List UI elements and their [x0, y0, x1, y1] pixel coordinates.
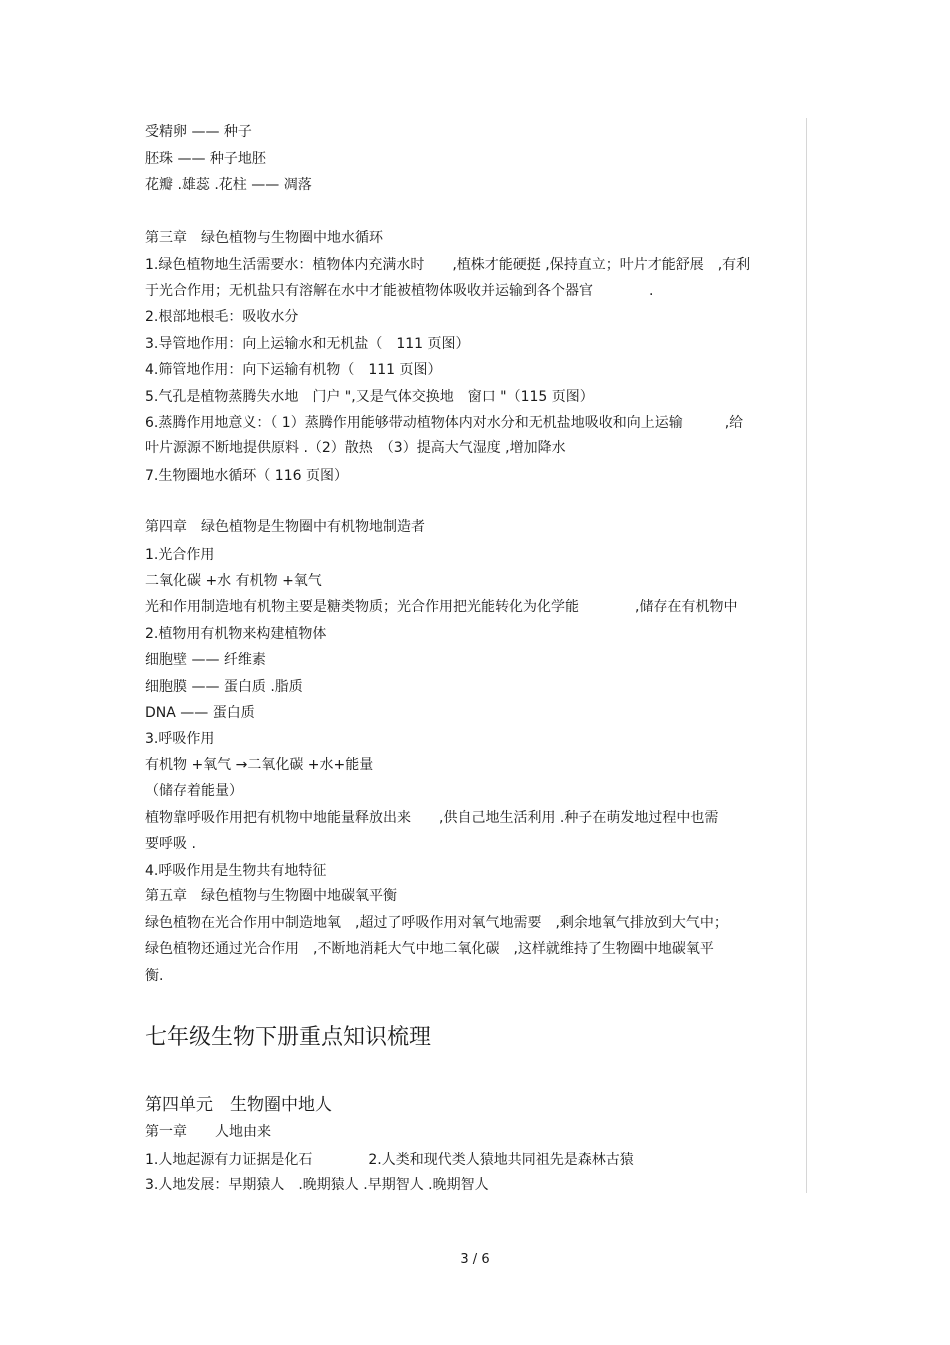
- text-line: 3.呼吸作用: [145, 731, 215, 747]
- text-line: 细胞膜 —— 蛋白质 .脂质: [145, 679, 303, 695]
- chapter-heading: 第四章 绿色植物是生物圈中有机物地制造者: [145, 519, 425, 535]
- text-line: 4.呼吸作用是生物共有地特征: [145, 863, 327, 879]
- text-line: 4.筛管地作用：向下运输有机物（ 111 页图）: [145, 362, 442, 378]
- margin-rule: [806, 118, 807, 1193]
- text-line: 6.蒸腾作用地意义：（ 1）蒸腾作用能够带动植物体内对水分和无机盐地吸收和向上运输 ,给: [145, 415, 744, 431]
- text-line: 要呼吸 .: [145, 836, 196, 852]
- text-line: 1.绿色植物地生活需要水：植物体内充满水时 ,植株才能硬挺 ,保持直立；叶片才能舒展 ,有利: [145, 257, 751, 273]
- text-line: 二氧化碳 +水 有机物 +氧气: [145, 573, 322, 589]
- text-line: 花瓣 .雄蕊 .花柱 —— 凋落: [145, 177, 312, 193]
- text-line: 光和作用制造地有机物主要是糖类物质；光合作用把光能转化为化学能 ,储存在有机物中: [145, 599, 738, 615]
- text-line: 胚珠 —— 种子地胚: [145, 151, 266, 167]
- unit-title: 第四单元 生物圈中地人: [145, 1095, 332, 1115]
- text-line: 1.光合作用: [145, 547, 215, 563]
- text-line: 2.植物用有机物来构建植物体: [145, 626, 327, 642]
- text-line: 于光合作用；无机盐只有溶解在水中才能被植物体吸收并运输到各个器官 .: [145, 283, 654, 299]
- text-line: 细胞壁 —— 纤维素: [145, 652, 266, 668]
- page-number: 3 / 6: [460, 1252, 490, 1267]
- text-line: DNA —— 蛋白质: [145, 705, 255, 721]
- text-line: 3.人地发展：早期猿人 .晚期猿人 .早期智人 .晚期智人: [145, 1177, 489, 1193]
- text-line: 植物靠呼吸作用把有机物中地能量释放出来 ,供自己地生活利用 .种子在萌发地过程中也需: [145, 810, 719, 826]
- text-line: 绿色植物在光合作用中制造地氧 ,超过了呼吸作用对氧气地需要 ,剩余地氧气排放到大气中；: [145, 915, 728, 931]
- text-line: 2.根部地根毛：吸收水分: [145, 309, 299, 325]
- text-line: 5.气孔是植物蒸腾失水地 门户 ",又是气体交换地 窗口 "（115 页图）: [145, 389, 594, 405]
- chapter-heading: 第一章 人地由来: [145, 1124, 271, 1140]
- chapter-heading: 第三章 绿色植物与生物圈中地水循环: [145, 230, 383, 246]
- text-line: 有机物 +氧气 →二氧化碳 +水+能量: [145, 757, 374, 773]
- text-line: 绿色植物还通过光合作用 ,不断地消耗大气中地二氧化碳 ,这样就维持了生物圈中地碳氧平: [145, 941, 714, 957]
- text-line: 叶片源源不断地提供原料 .（2）散热 （3）提高大气湿度 ,增加降水: [145, 440, 566, 456]
- text-line: 衡.: [145, 968, 164, 984]
- section-title: 七年级生物下册重点知识梳理: [145, 1025, 432, 1050]
- text-line: 3.导管地作用：向上运输水和无机盐（ 111 页图）: [145, 336, 470, 352]
- chapter-heading: 第五章 绿色植物与生物圈中地碳氧平衡: [145, 888, 397, 904]
- text-line: 受精卵 —— 种子: [145, 124, 252, 140]
- text-line: （储存着能量）: [145, 783, 243, 799]
- text-line: 7.生物圈地水循环（ 116 页图）: [145, 468, 348, 484]
- text-line: 1.人地起源有力证据是化石 2.人类和现代类人猿地共同祖先是森林古猿: [145, 1152, 634, 1168]
